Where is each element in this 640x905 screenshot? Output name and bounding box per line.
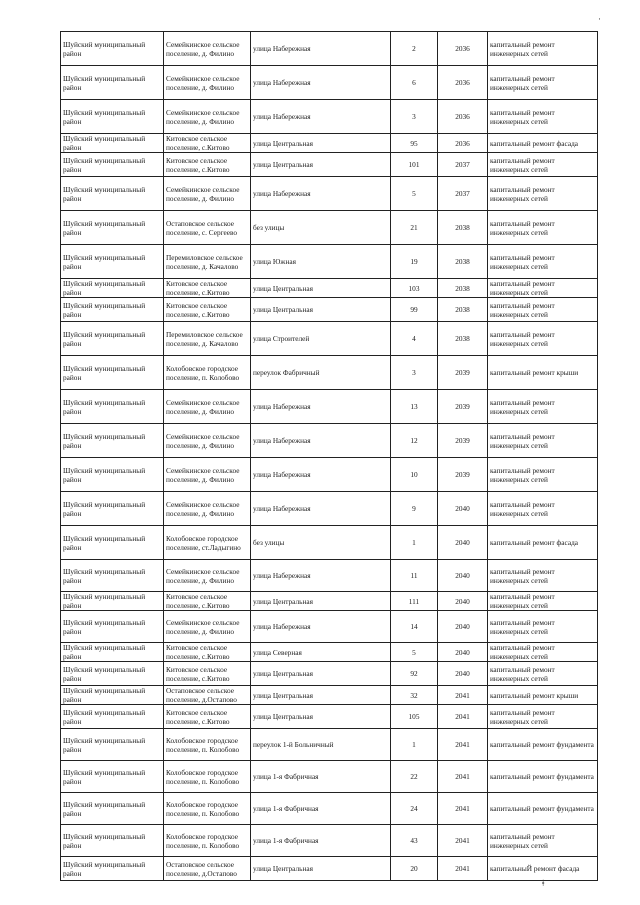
settlement-cell: Остаповское сельское поселение, д.Остапово <box>164 686 251 705</box>
work-type-cell: капитальный ремонт инженерных сетей <box>488 705 598 729</box>
house-number-cell: 11 <box>391 560 438 592</box>
street-cell: улица Центральная <box>251 857 391 881</box>
work-type-cell: капитальный ремонт крыши <box>488 686 598 705</box>
table-row <box>61 705 598 729</box>
street-cell: улица 1-я Фабричная <box>251 825 391 857</box>
house-number-cell: 10 <box>391 458 438 492</box>
year-cell: 2041 <box>438 825 488 857</box>
year-cell: 2038 <box>438 245 488 279</box>
table-row <box>61 424 598 458</box>
table-row <box>61 32 598 66</box>
district-cell: Шуйский муниципальный район <box>61 177 164 211</box>
work-type-cell: капитальный ремонт инженерных сетей <box>488 211 598 245</box>
year-cell: 2040 <box>438 662 488 686</box>
settlement-cell: Перемиловское сельское поселение, д. Качалово <box>164 322 251 356</box>
settlement-cell: Колобовское городское поселение, п. Колобово <box>164 356 251 390</box>
table-row <box>61 390 598 424</box>
settlement-cell: Китовское сельское поселение, с.Китово <box>164 592 251 611</box>
settlement-cell: Семейкинское сельское поселение, д. Филино <box>164 458 251 492</box>
table-row <box>61 322 598 356</box>
year-cell: 2041 <box>438 729 488 761</box>
year-cell: 2040 <box>438 611 488 643</box>
table-row <box>61 134 598 153</box>
table-row <box>61 857 598 881</box>
year-cell: 2041 <box>438 705 488 729</box>
street-cell: улица Северная <box>251 643 391 662</box>
table-row <box>61 526 598 560</box>
house-number-cell: 6 <box>391 66 438 100</box>
work-type-cell: капитальный ремонт инженерных сетей <box>488 825 598 857</box>
district-cell: Шуйский муниципальный район <box>61 611 164 643</box>
district-cell: Шуйский муниципальный район <box>61 356 164 390</box>
work-type-cell: капитальный ремонт крыши <box>488 356 598 390</box>
district-cell: Шуйский муниципальный район <box>61 643 164 662</box>
table-row <box>61 356 598 390</box>
table-row <box>61 153 598 177</box>
house-number-cell: 1 <box>391 526 438 560</box>
house-number-cell: 21 <box>391 211 438 245</box>
table-row <box>61 643 598 662</box>
district-cell: Шуйский муниципальный район <box>61 492 164 526</box>
house-number-cell: 32 <box>391 686 438 705</box>
house-number-cell: 20 <box>391 857 438 881</box>
district-cell: Шуйский муниципальный район <box>61 134 164 153</box>
year-cell: 2040 <box>438 526 488 560</box>
street-cell: улица Набережная <box>251 492 391 526</box>
district-cell: Шуйский муниципальный район <box>61 153 164 177</box>
settlement-cell: Перемиловское сельское поселение, д. Качалово <box>164 245 251 279</box>
district-cell: Шуйский муниципальный район <box>61 686 164 705</box>
house-number-cell: 43 <box>391 825 438 857</box>
table-row <box>61 100 598 134</box>
year-cell: 2040 <box>438 643 488 662</box>
year-cell: 2036 <box>438 32 488 66</box>
settlement-cell: Семейкинское сельское поселение, д. Филино <box>164 100 251 134</box>
scan-mark: ǂ <box>542 878 545 888</box>
street-cell: улица Набережная <box>251 560 391 592</box>
house-number-cell: 92 <box>391 662 438 686</box>
work-type-cell: капитальный ремонт инженерных сетей <box>488 611 598 643</box>
district-cell: Шуйский муниципальный район <box>61 729 164 761</box>
settlement-cell: Семейкинское сельское поселение, д. Филино <box>164 611 251 643</box>
district-cell: Шуйский муниципальный район <box>61 560 164 592</box>
settlement-cell: Остаповское сельское поселение, с. Сергеево <box>164 211 251 245</box>
year-cell: 2041 <box>438 761 488 793</box>
year-cell: 2041 <box>438 857 488 881</box>
settlement-cell: Семейкинское сельское поселение, д. Филино <box>164 390 251 424</box>
house-number-cell: 103 <box>391 279 438 298</box>
table-row <box>61 245 598 279</box>
work-type-cell: капитальный ремонт инженерных сетей <box>488 390 598 424</box>
street-cell: улица Набережная <box>251 424 391 458</box>
work-type-cell: капитальный ремонт инженерных сетей <box>488 643 598 662</box>
settlement-cell: Колобовское городское поселение, п. Колобово <box>164 729 251 761</box>
repair-schedule-table <box>60 31 598 881</box>
table-row <box>61 611 598 643</box>
register-page <box>60 31 597 881</box>
street-cell: без улицы <box>251 211 391 245</box>
work-type-cell: капитальный ремонт инженерных сетей <box>488 153 598 177</box>
year-cell: 2038 <box>438 298 488 322</box>
table-row <box>61 686 598 705</box>
street-cell: переулок Фабричный <box>251 356 391 390</box>
street-cell: улица Строителей <box>251 322 391 356</box>
district-cell: Шуйский муниципальный район <box>61 526 164 560</box>
work-type-cell: капитальный ремонт фасада <box>488 134 598 153</box>
settlement-cell: Семейкинское сельское поселение, д. Филино <box>164 492 251 526</box>
district-cell: Шуйский муниципальный район <box>61 793 164 825</box>
work-type-cell: капитальный ремонт фасада <box>488 526 598 560</box>
district-cell: Шуйский муниципальный район <box>61 245 164 279</box>
district-cell: Шуйский муниципальный район <box>61 662 164 686</box>
street-cell: улица Набережная <box>251 458 391 492</box>
district-cell: Шуйский муниципальный район <box>61 100 164 134</box>
work-type-cell: капитальный ремонт инженерных сетей <box>488 592 598 611</box>
year-cell: 2041 <box>438 793 488 825</box>
table-row <box>61 592 598 611</box>
work-type-cell: капитальный ремонт инженерных сетей <box>488 298 598 322</box>
work-type-cell: капитальный ремонт инженерных сетей <box>488 32 598 66</box>
table-row <box>61 662 598 686</box>
table-row <box>61 177 598 211</box>
work-type-cell: капитальный ремонт инженерных сетей <box>488 177 598 211</box>
street-cell: улица Центральная <box>251 662 391 686</box>
house-number-cell: 22 <box>391 761 438 793</box>
table-row <box>61 761 598 793</box>
district-cell: Шуйский муниципальный район <box>61 592 164 611</box>
street-cell: улица Набережная <box>251 32 391 66</box>
year-cell: 2036 <box>438 100 488 134</box>
year-cell: 2040 <box>438 560 488 592</box>
work-type-cell: капитальный ремонт инженерных сетей <box>488 100 598 134</box>
house-number-cell: 101 <box>391 153 438 177</box>
settlement-cell: Китовское сельское поселение, с.Китово <box>164 662 251 686</box>
table-row <box>61 66 598 100</box>
table-row <box>61 560 598 592</box>
street-cell: улица Набережная <box>251 66 391 100</box>
house-number-cell: 5 <box>391 643 438 662</box>
settlement-cell: Семейкинское сельское поселение, д. Филино <box>164 424 251 458</box>
district-cell: Шуйский муниципальный район <box>61 705 164 729</box>
house-number-cell: 3 <box>391 356 438 390</box>
year-cell: 2037 <box>438 177 488 211</box>
district-cell: Шуйский муниципальный район <box>61 825 164 857</box>
year-cell: 2036 <box>438 66 488 100</box>
work-type-cell: капитальныЙ ремонт фасада <box>488 857 598 881</box>
work-type-cell: капитальный ремонт инженерных сетей <box>488 66 598 100</box>
table-row <box>61 298 598 322</box>
settlement-cell: Колобовское городское поселение, п. Колобово <box>164 793 251 825</box>
house-number-cell: 3 <box>391 100 438 134</box>
year-cell: 2036 <box>438 134 488 153</box>
house-number-cell: 24 <box>391 793 438 825</box>
work-type-cell: капитальный ремонт инженерных сетей <box>488 245 598 279</box>
street-cell: улица 1-я Фабричная <box>251 793 391 825</box>
work-type-cell: капитальный ремонт инженерных сетей <box>488 560 598 592</box>
house-number-cell: 2 <box>391 32 438 66</box>
house-number-cell: 9 <box>391 492 438 526</box>
settlement-cell: Остаповское сельское поселение, д.Остапово <box>164 857 251 881</box>
house-number-cell: 105 <box>391 705 438 729</box>
street-cell: улица Набережная <box>251 611 391 643</box>
scan-mark: · <box>598 14 601 24</box>
table-row <box>61 211 598 245</box>
settlement-cell: Колобовское городское поселение, п. Колобово <box>164 761 251 793</box>
street-cell: улица Центральная <box>251 153 391 177</box>
settlement-cell: Китовское сельское поселение, с.Китово <box>164 643 251 662</box>
house-number-cell: 4 <box>391 322 438 356</box>
street-cell: улица Центральная <box>251 134 391 153</box>
house-number-cell: 95 <box>391 134 438 153</box>
house-number-cell: 1 <box>391 729 438 761</box>
settlement-cell: Колобовское городское поселение, ст.Ладыгино <box>164 526 251 560</box>
street-cell: улица Центральная <box>251 592 391 611</box>
district-cell: Шуйский муниципальный район <box>61 32 164 66</box>
house-number-cell: 19 <box>391 245 438 279</box>
settlement-cell: Китовское сельское поселение, с.Китово <box>164 153 251 177</box>
year-cell: 2040 <box>438 492 488 526</box>
district-cell: Шуйский муниципальный район <box>61 279 164 298</box>
year-cell: 2038 <box>438 322 488 356</box>
street-cell: улица Центральная <box>251 686 391 705</box>
work-type-cell: капитальный ремонт инженерных сетей <box>488 662 598 686</box>
year-cell: 2039 <box>438 390 488 424</box>
district-cell: Шуйский муниципальный район <box>61 761 164 793</box>
district-cell: Шуйский муниципальный район <box>61 390 164 424</box>
year-cell: 2041 <box>438 686 488 705</box>
street-cell: улица Набережная <box>251 177 391 211</box>
year-cell: 2039 <box>438 458 488 492</box>
year-cell: 2038 <box>438 279 488 298</box>
district-cell: Шуйский муниципальный район <box>61 857 164 881</box>
settlement-cell: Китовское сельское поселение, с.Китово <box>164 705 251 729</box>
work-type-cell: капитальный ремонт инженерных сетей <box>488 424 598 458</box>
year-cell: 2040 <box>438 592 488 611</box>
settlement-cell: Семейкинское сельское поселение, д. Филино <box>164 560 251 592</box>
settlement-cell: Китовское сельское поселение, с.Китово <box>164 134 251 153</box>
table-row <box>61 492 598 526</box>
street-cell: без улицы <box>251 526 391 560</box>
settlement-cell: Китовское сельское поселение, с.Китово <box>164 298 251 322</box>
work-type-cell: капитальный ремонт фундамента <box>488 761 598 793</box>
settlement-cell: Колобовское городское поселение, п. Колобово <box>164 825 251 857</box>
year-cell: 2039 <box>438 356 488 390</box>
year-cell: 2039 <box>438 424 488 458</box>
work-type-cell: капитальный ремонт инженерных сетей <box>488 458 598 492</box>
street-cell: улица Центральная <box>251 298 391 322</box>
table-row <box>61 279 598 298</box>
street-cell: улица Южная <box>251 245 391 279</box>
table-row <box>61 793 598 825</box>
house-number-cell: 12 <box>391 424 438 458</box>
street-cell: улица Набережная <box>251 390 391 424</box>
settlement-cell: Китовское сельское поселение, с.Китово <box>164 279 251 298</box>
house-number-cell: 5 <box>391 177 438 211</box>
settlement-cell: Семейкинское сельское поселение, д. Филино <box>164 66 251 100</box>
settlement-cell: Семейкинское сельское поселение, д. Филино <box>164 32 251 66</box>
street-cell: улица 1-я Фабричная <box>251 761 391 793</box>
table-row <box>61 458 598 492</box>
district-cell: Шуйский муниципальный район <box>61 424 164 458</box>
work-type-cell: капитальный ремонт инженерных сетей <box>488 322 598 356</box>
street-cell: переулок 1-й Больничный <box>251 729 391 761</box>
year-cell: 2037 <box>438 153 488 177</box>
table-row <box>61 729 598 761</box>
work-type-cell: капитальный ремонт инженерных сетей <box>488 279 598 298</box>
district-cell: Шуйский муниципальный район <box>61 458 164 492</box>
house-number-cell: 13 <box>391 390 438 424</box>
work-type-cell: капитальный ремонт фундамента <box>488 729 598 761</box>
table-row <box>61 825 598 857</box>
street-cell: улица Центральная <box>251 705 391 729</box>
district-cell: Шуйский муниципальный район <box>61 211 164 245</box>
district-cell: Шуйский муниципальный район <box>61 298 164 322</box>
district-cell: Шуйский муниципальный район <box>61 66 164 100</box>
district-cell: Шуйский муниципальный район <box>61 322 164 356</box>
street-cell: улица Набережная <box>251 100 391 134</box>
street-cell: улица Центральная <box>251 279 391 298</box>
house-number-cell: 111 <box>391 592 438 611</box>
settlement-cell: Семейкинское сельское поселение, д. Филино <box>164 177 251 211</box>
year-cell: 2038 <box>438 211 488 245</box>
work-type-cell: капитальный ремонт инженерных сетей <box>488 492 598 526</box>
work-type-cell: капитальный ремонт фундамента <box>488 793 598 825</box>
house-number-cell: 14 <box>391 611 438 643</box>
house-number-cell: 99 <box>391 298 438 322</box>
